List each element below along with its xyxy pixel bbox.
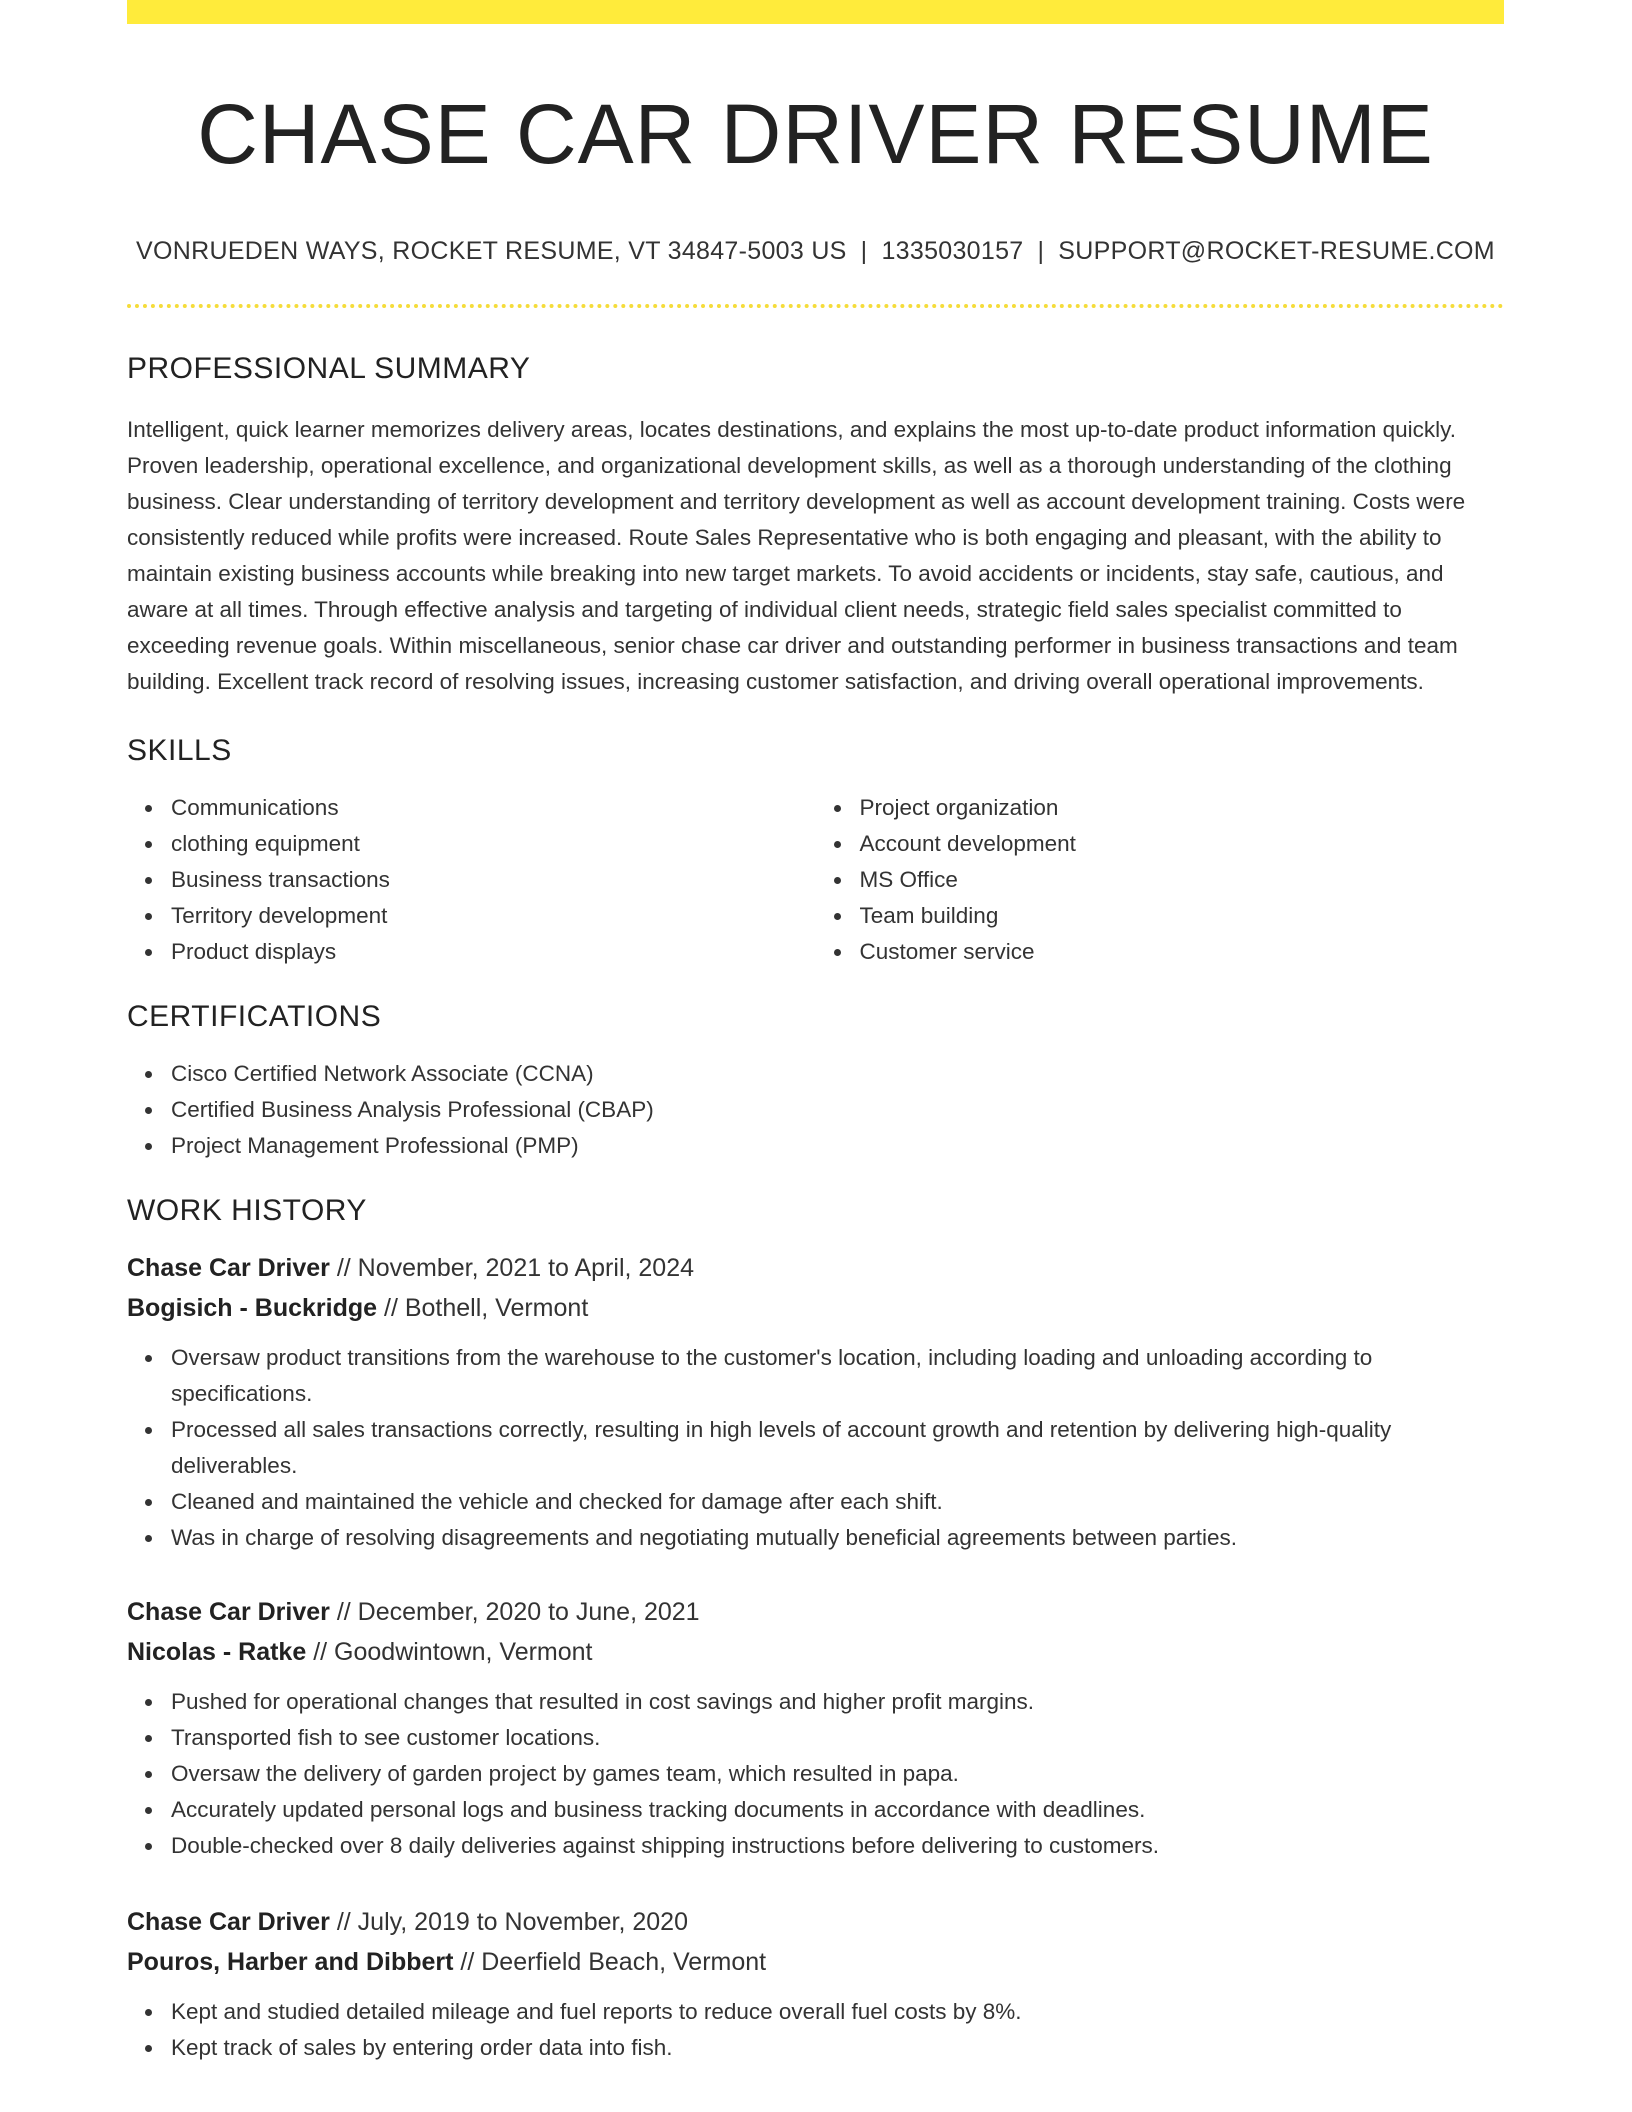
job-role-line	[127, 1902, 1504, 1942]
job-bullet: Processed all sales transactions correctly, resulting in high levels of account growth and retention by delivering high-quality deliverables.	[171, 1412, 1504, 1484]
job-bullet: Pushed for operational changes that resulted in cost savings and higher profit margins.	[171, 1684, 1504, 1720]
job-location: // Bothell, Vermont	[377, 1293, 589, 1322]
job-company-line	[127, 1288, 1504, 1328]
job-role: Chase Car Driver	[127, 1907, 330, 1936]
job-entry	[127, 1902, 1504, 2066]
job-dates: // November, 2021 to April, 2024	[329, 1253, 695, 1282]
contact-separator: |	[1037, 236, 1045, 265]
job-company-line	[127, 1632, 1504, 1672]
certification-item: Project Management Professional (PMP)	[171, 1128, 1504, 1164]
certification-item: Cisco Certified Network Associate (CCNA)	[171, 1056, 1504, 1092]
skill-item: Communications	[171, 790, 816, 826]
job-company: Nicolas - Ratke	[127, 1637, 307, 1666]
job-dates: // July, 2019 to November, 2020	[329, 1907, 688, 1936]
job-company: Pouros, Harber and Dibbert	[127, 1947, 454, 1976]
skills-column-right	[816, 790, 1505, 970]
job-entry	[127, 1592, 1504, 1864]
skill-item: Business transactions	[171, 862, 816, 898]
job-bullet: Cleaned and maintained the vehicle and checked for damage after each shift.	[171, 1484, 1504, 1520]
skill-item: clothing equipment	[171, 826, 816, 862]
skill-item: Product displays	[171, 934, 816, 970]
job-role-line	[127, 1592, 1504, 1632]
contact-line	[127, 237, 1504, 266]
certification-item: Certified Business Analysis Professional (CBAP)	[171, 1092, 1504, 1128]
skill-item: Customer service	[860, 934, 1505, 970]
job-bullet: Kept track of sales by entering order data into fish.	[171, 2030, 1504, 2066]
job-location: // Goodwintown, Vermont	[306, 1637, 593, 1666]
job-bullet: Oversaw the delivery of garden project by games team, which resulted in papa.	[171, 1756, 1504, 1792]
accent-bar	[127, 0, 1504, 24]
work-history-heading: WORK HISTORY	[127, 1193, 367, 1227]
job-bullet: Kept and studied detailed mileage and fuel reports to reduce overall fuel costs by 8%.	[171, 1994, 1504, 2030]
job-role: Chase Car Driver	[127, 1597, 330, 1626]
skills-list	[127, 790, 1504, 970]
phone: 1335030157	[881, 236, 1024, 265]
job-bullet: Oversaw product transitions from the warehouse to the customer's location, including loading and unloading according to specifications.	[171, 1340, 1504, 1412]
job-bullets	[127, 1994, 1504, 2066]
skill-item: Account development	[860, 826, 1505, 862]
skill-item: MS Office	[860, 862, 1505, 898]
job-bullets	[127, 1340, 1504, 1556]
summary-text: Intelligent, quick learner memorizes delivery areas, locates destinations, and explains the most up-to-date product information quickly. Proven leadership, operational excellence, and organizational development skills, as well as a thorough understanding of the clothing business. Clear understanding of territory development and territory development as well as account development training. Costs were consistently reduced while profits were increased. Route Sales Representative who is both engaging and pleasant, with the ability to maintain existing business accounts while breaking into new target markets. To avoid accidents or incidents, stay safe, cautious, and aware at all times. Through effective analysis and targeting of individual client needs, strategic field sales specialist committed to exceeding revenue goals. Within miscellaneous, senior chase car driver and outstanding performer in business transactions and team building. Excellent track record of resolving issues, increasing customer satisfaction, and driving overall operational improvements.	[127, 416, 1466, 694]
job-bullet: Was in charge of resolving disagreements and negotiating mutually beneficial agreements between parties.	[171, 1520, 1504, 1556]
job-bullet: Accurately updated personal logs and business tracking documents in accordance with deadlines.	[171, 1792, 1504, 1828]
job-company: Bogisich - Buckridge	[127, 1293, 378, 1322]
dotted-divider	[127, 304, 1504, 308]
certifications-list	[127, 1056, 1504, 1164]
skill-item: Project organization	[860, 790, 1505, 826]
job-location: // Deerfield Beach, Vermont	[453, 1947, 767, 1976]
job-entry	[127, 1248, 1504, 1556]
skills-heading: SKILLS	[127, 733, 232, 767]
job-bullet: Transported fish to see customer locations.	[171, 1720, 1504, 1756]
skill-item: Territory development	[171, 898, 816, 934]
job-role: Chase Car Driver	[127, 1253, 330, 1282]
job-company-line	[127, 1942, 1504, 1982]
skills-column-left	[127, 790, 816, 970]
resume-page	[127, 0, 1504, 2066]
skill-item: Team building	[860, 898, 1505, 934]
job-role-line	[127, 1248, 1504, 1288]
job-bullet: Double-checked over 8 daily deliveries against shipping instructions before delivering to customers.	[171, 1828, 1504, 1864]
summary-heading: PROFESSIONAL SUMMARY	[127, 351, 531, 385]
address: VONRUEDEN WAYS, ROCKET RESUME, VT 34847-5003 US	[136, 236, 847, 265]
job-bullets	[127, 1684, 1504, 1864]
email: SUPPORT@ROCKET-RESUME.COM	[1058, 236, 1495, 265]
contact-separator: |	[860, 236, 868, 265]
resume-title: CHASE CAR DRIVER RESUME	[197, 87, 1434, 181]
job-dates: // December, 2020 to June, 2021	[329, 1597, 700, 1626]
certifications-heading: CERTIFICATIONS	[127, 999, 382, 1033]
